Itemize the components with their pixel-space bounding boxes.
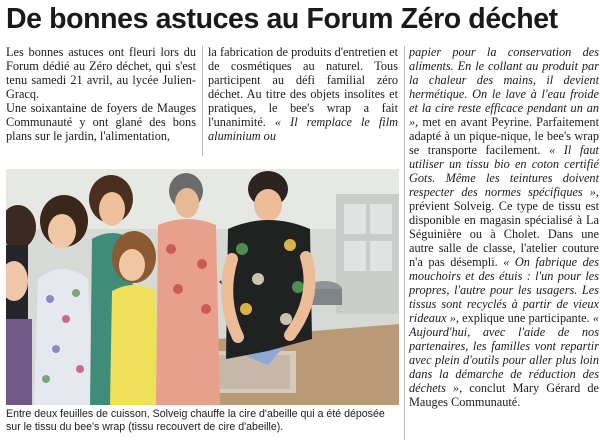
article-photo xyxy=(6,169,399,405)
quote-text: « On fabrique des mouchoirs et des étuis : l'un pour les propres, l'autre pour les usagers. Les tissus sont recyclés à partir de vieux rideaux », xyxy=(409,255,599,325)
quote-text: « Il faut utiliser un tissu bio en coton certifié Gots. Même les teintures doivent respecter des normes spécifiques », xyxy=(409,143,599,199)
body-text: met en avant Peyrine. Parfaitement adapté à un pique-nique, le bee's wrap se transporte facilement. xyxy=(409,115,599,157)
paragraph xyxy=(409,45,599,409)
body-text: prévient Solveig. Ce type de tissu est disponible en magasin spécialisé à La Séguinière ou à Cholet. Dans une autre salle de classe, l'atelier couture n'a pas désempli. xyxy=(409,199,599,269)
body-text: conclut Mary Gérard de Mauges Communauté. xyxy=(409,381,600,409)
paragraph xyxy=(208,45,398,143)
quote-text: « Aujourd'hui, avec l'aide de nos partenaires, les familles vont repartir avec plein d'outils pour aller plus loin dans la démarche de réduction des déchets », xyxy=(409,311,599,395)
article-headline: De bonnes astuces au Forum Zéro déchet xyxy=(6,3,558,35)
article-column-3 xyxy=(409,45,599,409)
article-column-1 xyxy=(6,45,196,143)
quote-text: papier pour la conservation des aliments. En le collant au produit par la chaleur des mains, il devient hermétique. On le lave à l'eau froide et la cire reste efficace pendant un an », xyxy=(409,45,599,129)
body-text: explique une participante. xyxy=(458,311,593,325)
column-divider xyxy=(404,46,405,440)
body-text: la fabrication de produits d'entretien et de cosmétiques au naturel. Tous participent au défi familial zéro déchet. Au titre des objets insolites et pratiques, le bee's wrap a fait l'unanimité. xyxy=(208,45,398,129)
column-divider xyxy=(202,46,203,156)
photo-caption: Entre deux feuilles de cuisson, Solveig chauffe la cire d'abeille qui a été déposée sur le tissu du bee's wrap (tissu recouvert de cire d'abeille). xyxy=(6,408,385,433)
article-column-2 xyxy=(208,45,398,143)
paragraph: Les bonnes astuces ont fleuri lors du Forum dédié au Zéro déchet, qui s'est tenu samedi 21 avril, au lycée Julien-Gracq. xyxy=(6,45,196,101)
paragraph: Une soixantaine de foyers de Mauges Communauté y ont glané des bons plans sur le jardin, l'alimentation, xyxy=(6,101,196,143)
quote-text: « Il remplace le film aluminium ou xyxy=(208,115,398,143)
photo-illustration xyxy=(6,169,399,405)
